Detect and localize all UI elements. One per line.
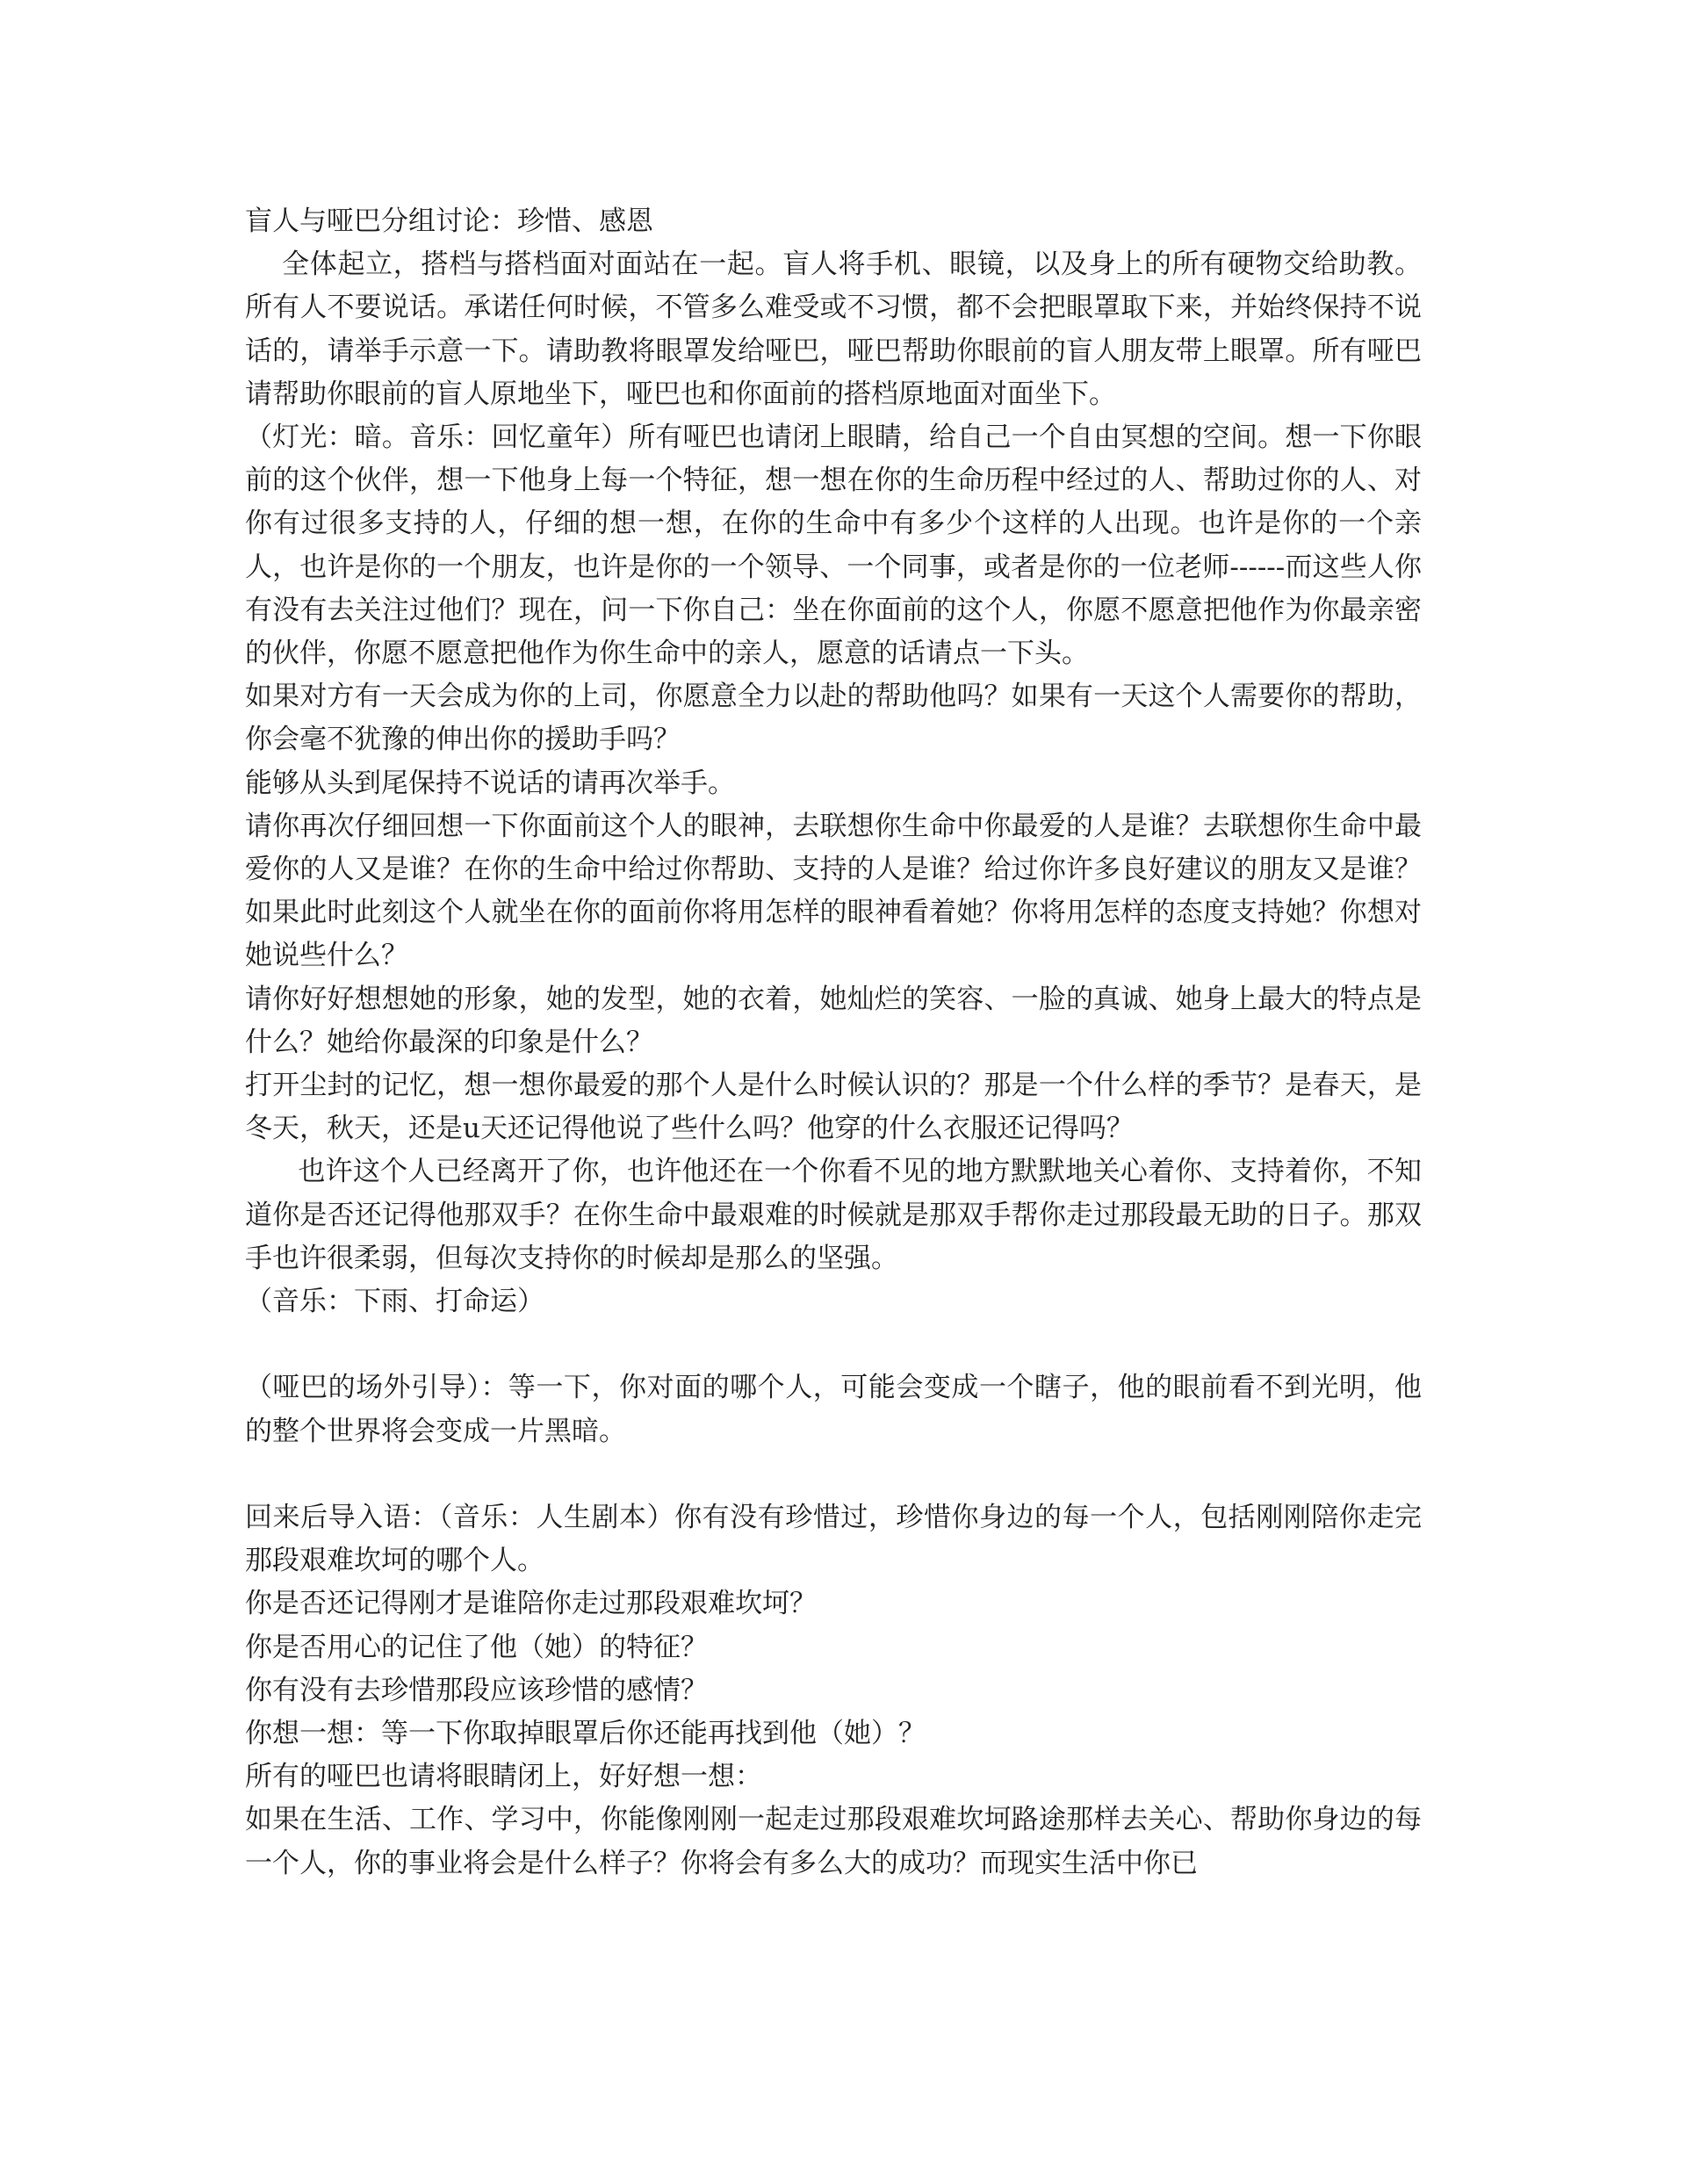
paragraph-boss-question: 如果对方有一天会成为你的上司，你愿意全力以赴的帮助他吗？如果有一天这个人需要你的帮助，你会毫不犹豫的伸出你的援助手吗？ <box>245 681 1422 756</box>
paragraph-reflection: 如果在生活、工作、学习中，你能像刚刚一起走过那段艰难坎坷路途那样去关心、帮助你身边的每一个人，你的事业将会是什么样子？你将会有多么大的成功？而现实生活中你已 <box>245 1804 1422 1879</box>
paragraph-music-rain: （音乐：下雨、打命运） <box>245 1286 544 1318</box>
paragraph-raise-hand: 能够从头到尾保持不说话的请再次举手。 <box>245 767 735 799</box>
paragraph-question-who: 你是否还记得刚才是谁陪你走过那段艰难坎坷？ <box>245 1588 817 1620</box>
paragraph-question-find: 你想一想：等一下你取掉眼罩后你还能再找到他（她）？ <box>245 1718 926 1750</box>
paragraph-meditation: （灯光：暗。音乐：回忆童年）所有哑巴也请闭上眼睛，给自己一个自由冥想的空间。想一下你眼前的这个伙伴，想一下他身上每一个特征，想一想在你的生命历程中经过的人、帮助过你的人、对你有过很多支持的人，仔细的想一想，在你的生命中有多少个这样的人出现。也许是你的一个亲人，也许是你的一个朋友，也许是你的一个领导、一个同事，或者是你的一位老师------而这些人你有没有去关注过他们？现在，问一下你自己：坐在你面前的这个人，你愿不愿意把他作为你最亲密的伙伴，你愿不愿意把他作为你生命中的亲人，愿意的话请点一下头。 <box>245 422 1422 670</box>
paragraph-question-features: 你是否用心的记住了他（她）的特征？ <box>245 1631 708 1663</box>
blank-line <box>245 1323 1422 1366</box>
paragraph-recall-eyes: 请你再次仔细回想一下你面前这个人的眼神，去联想你生命中你最爱的人是谁？去联想你生命中最爱你的人又是谁？在你的生命中给过你帮助、支持的人是谁？给过你许多良好建议的朋友又是谁？如果此时此刻这个人就坐在你的面前你将用怎样的眼神看着她？你将用怎样的态度支持她？你想对她说些什么？ <box>245 810 1422 972</box>
blank-line <box>245 1453 1422 1496</box>
paragraph-memory: 打开尘封的记忆，想一想你最爱的那个人是什么时候认识的？那是一个什么样的季节？是春天，是冬天，秋天，还是u天还记得他说了些什么吗？他穿的什么衣服还记得吗？ <box>245 1070 1422 1145</box>
paragraph-guidance: （哑巴的场外引导）：等一下，你对面的哪个人，可能会变成一个瞎子，他的眼前看不到光明，他的整个世界将会变成一片黑暗。 <box>245 1372 1422 1447</box>
paragraph-image: 请你好好想想她的形象，她的发型，她的衣着，她灿烂的笑容、一脸的真诚、她身上最大的特点是什么？她给你最深的印象是什么？ <box>245 983 1422 1058</box>
paragraph-return-intro: 回来后导入语：（音乐：人生剧本）你有没有珍惜过，珍惜你身边的每一个人，包括刚刚陪你走完那段艰难坎坷的哪个人。 <box>245 1502 1422 1577</box>
paragraph-hands: 也许这个人已经离开了你，也许他还在一个你看不见的地方默默地关心着你、支持着你，不知道你是否还记得他那双手？在你生命中最艰难的时候就是那双手帮你走过那段最无助的日子。那双手也许很柔弱，但每次支持你的时候却是那么的坚强。 <box>245 1156 1423 1274</box>
document-heading: 盲人与哑巴分组讨论：珍惜、感恩 <box>245 205 653 237</box>
document-body <box>245 200 1422 1885</box>
paragraph-instructions: 全体起立，搭档与搭档面对面站在一起。盲人将手机、眼镜，以及身上的所有硬物交给助教。所有人不要说话。承诺任何时候，不管多么难受或不习惯，都不会把眼罩取下来，并始终保持不说话的，请举手示意一下。请助教将眼罩发给哑巴，哑巴帮助你眼前的盲人朋友带上眼罩。所有哑巴请帮助你眼前的盲人原地坐下，哑巴也和你面前的搭档原地面对面坐下。 <box>245 249 1422 410</box>
paragraph-close-eyes: 所有的哑巴也请将眼睛闭上，好好想一想： <box>245 1761 762 1793</box>
paragraph-question-cherish: 你有没有去珍惜那段应该珍惜的感情？ <box>245 1674 708 1706</box>
